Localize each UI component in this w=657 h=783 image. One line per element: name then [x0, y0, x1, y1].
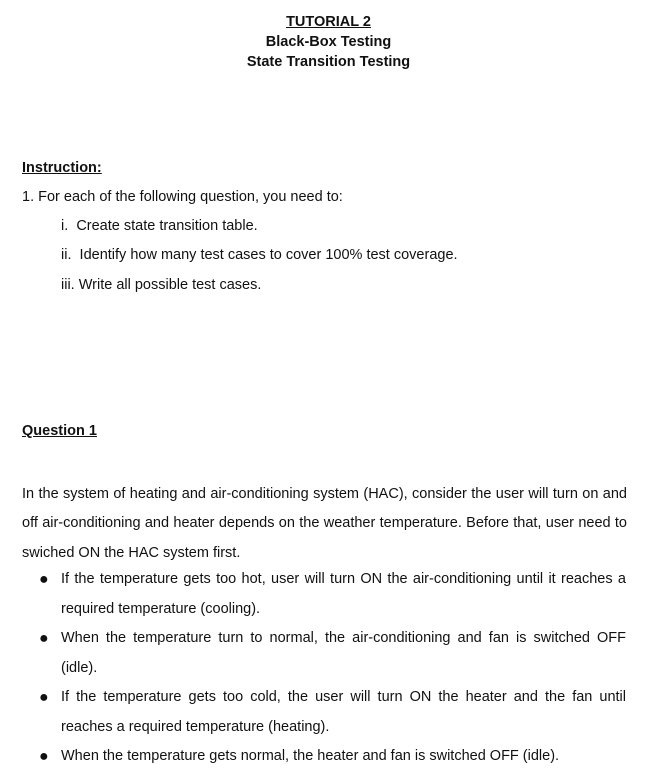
bullet-icon: ● [39, 689, 49, 706]
instruction-subitem-3 [61, 277, 261, 293]
subitem-text: Identify how many test cases to cover 100% test coverage. [79, 247, 458, 263]
list-item [39, 565, 626, 624]
subitem-number: ii. [61, 247, 72, 263]
bullet-text: When the temperature gets normal, the heater and fan is switched OFF (idle). [61, 748, 560, 764]
bullet-icon: ● [39, 571, 49, 588]
instruction-subitem-2 [61, 247, 458, 263]
bullet-text: If the temperature gets too cold, the user will turn ON the heater and the fan until reaches a required temperature (heating). [61, 689, 626, 735]
subitem-text: Write all possible test cases. [78, 277, 262, 293]
question-1-bullet-list [0, 565, 657, 772]
bullet-text: If the temperature gets too hot, user will turn ON the air-conditioning until it reaches a required temperature (cooling). [61, 571, 626, 617]
tutorial-title: TUTORIAL 2 [286, 14, 371, 30]
instruction-item-1: 1. For each of the following question, you need to: [22, 189, 343, 205]
list-item [39, 624, 626, 683]
subitem-number: iii. [61, 277, 75, 293]
tutorial-subtitle-1: Black-Box Testing [265, 34, 392, 50]
list-item [39, 683, 626, 742]
bullet-icon: ● [39, 748, 49, 765]
subitem-number: i. [61, 218, 69, 234]
list-item [39, 742, 626, 772]
question-1-paragraph: In the system of heating and air-conditioning system (HAC), consider the user will turn on and off air-conditioning and heater depends on the weather temperature. Before that, user need to swiched ON the HAC system first. [22, 486, 627, 561]
tutorial-subtitle-2: State Transition Testing [246, 54, 411, 70]
subitem-text: Create state transition table. [76, 218, 258, 234]
document-header [0, 12, 657, 72]
bullet-text: When the temperature turn to normal, the air-conditioning and fan is switched OFF (idle). [61, 630, 626, 676]
bullet-icon: ● [39, 630, 49, 647]
question-1-heading: Question 1 [22, 423, 97, 439]
instruction-heading: Instruction: [22, 160, 102, 176]
instruction-subitem-1 [61, 218, 258, 234]
